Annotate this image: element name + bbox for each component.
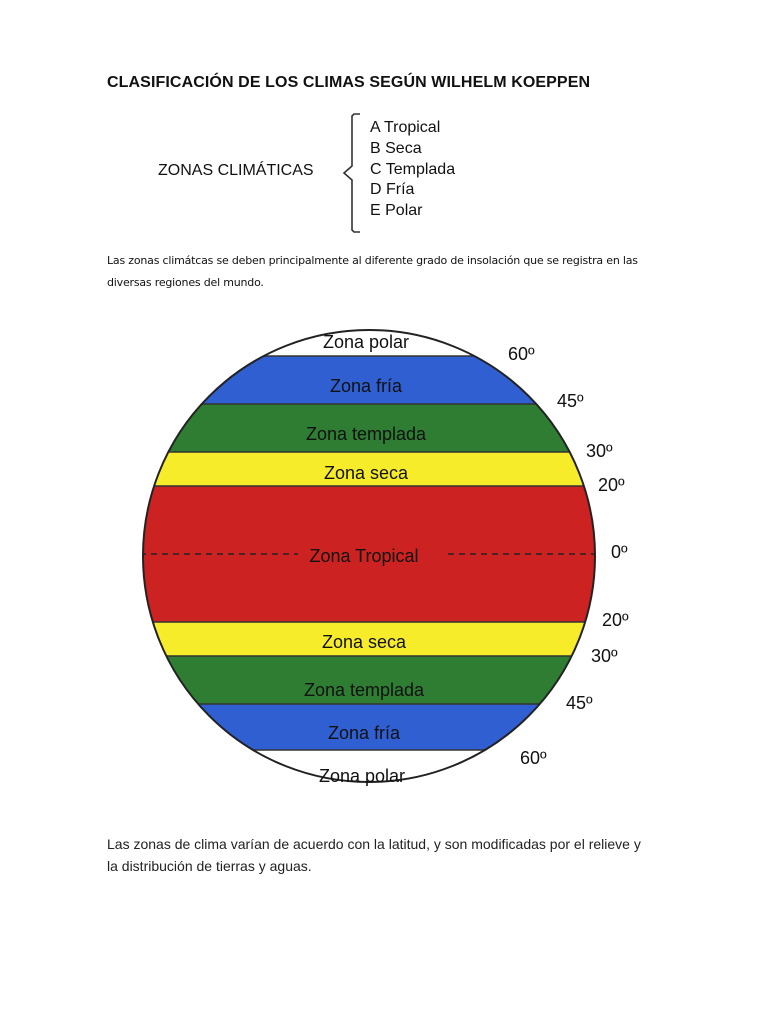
intro-paragraph: Las zonas climátcas se deben principalmente al diferente grado de insolación que se registra en las diversas regiones del mundo. [107,254,638,289]
latitude-label-60-north: 60º [508,344,535,364]
classification-item-e: E Polar [370,202,423,220]
latitude-label-30-north: 30º [586,441,613,461]
brace-icon [338,112,368,234]
latitude-label-45-north: 45º [557,391,584,411]
latitude-label-45-south: 45º [566,693,593,713]
zone-label-templada-south: Zona templada [303,680,425,700]
classification-list [370,118,455,222]
zone-label-fria-north: Zona fría [329,376,403,396]
classification-item-d: D Fría [370,181,415,199]
classification-item-b: B Seca [370,139,422,157]
climate-zones-diagram [140,312,640,804]
zone-label-templada-north: Zona templada [305,424,427,444]
classification-item-a: A Tropical [370,119,441,136]
closing-paragraph: Las zonas de clima varían de acuerdo con la latitud, y son modificadas por el relieve y la distribución de tierras y aguas. [107,836,641,874]
latitude-label-60-south: 60º [520,748,547,768]
zone-label-seca-south: Zona seca [321,632,407,652]
latitude-label-30-south: 30º [591,646,618,666]
zonas-climaticas-label: ZONAS CLIMÁTICAS [158,162,314,179]
latitude-label-0: 0º [611,542,628,562]
zone-label-polar-south: Zona polar [318,766,406,786]
latitude-label-20-north: 20º [598,475,625,495]
zone-label-polar-north: Zona polar [322,332,410,352]
zone-label-tropical: Zona Tropical [309,546,419,566]
zone-label-seca-north: Zona seca [323,463,409,483]
classification-item-c: C Templada [370,160,456,178]
zone-label-fria-south: Zona fría [327,723,401,743]
page-title: CLASIFICACIÓN DE LOS CLIMAS SEGÚN WILHELM KOEPPEN [107,74,591,91]
latitude-label-20-south: 20º [602,610,629,630]
